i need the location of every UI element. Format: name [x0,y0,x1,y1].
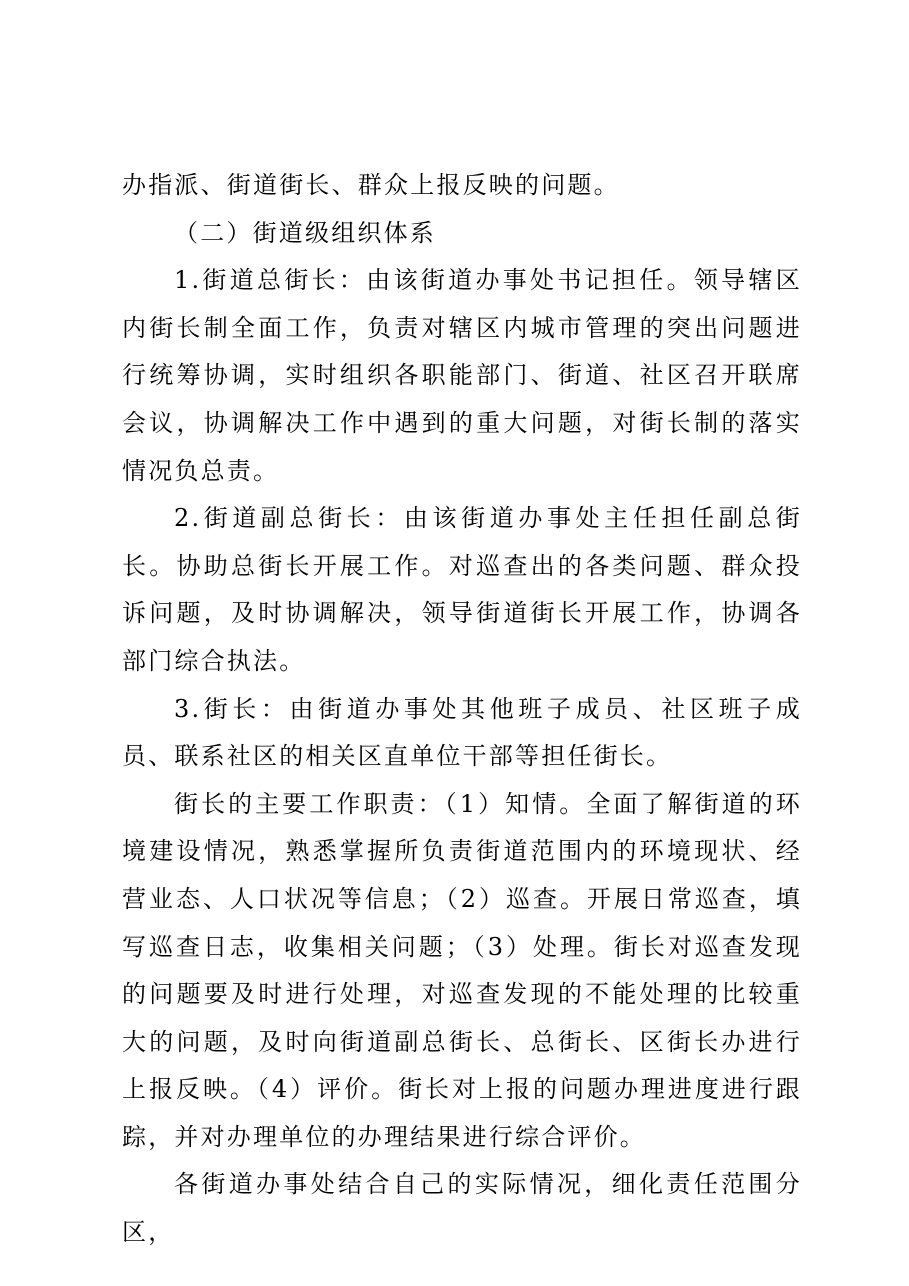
paragraph-street-head: 3.街长：由街道办事处其他班子成员、社区班子成员、联系社区的相关区直单位干部等担任街长。 [122,694,802,771]
section-heading: （二）街道级组织体系 [174,218,436,247]
paragraph-street-head-duties: 街长的主要工作职责：（1）知情。全面了解街道的环境建设情况，熟悉掌握所负责街道范围内的环境现状、经营业态、人口状况等信息；（2）巡查。开展日常巡查，填写巡查日志，收集相关问题；（3）处理。街长对巡查发现的问题要及时进行处理，对巡查发现的不能处理的比较重大的问题，及时向街道副总街长、总街长、区街长办进行上报反映。（4）评价。街长对上报的问题办理进度进行跟踪，并对办理单位的办理结果进行综合评价。 [122,789,802,1151]
paragraph-street-offices: 各街道办事处结合自己的实际情况，细化责任范围分区， [122,1170,802,1247]
paragraph-chief-street-head: 1.街道总街长：由该街道办事处书记担任。领导辖区内街长制全面工作，负责对辖区内城市管理的突出问题进行统筹协调，实时组织各职能部门、街道、社区召开联席会议，协调解决工作中遇到的重大问题，对街长制的落实情况负总责。 [122,266,802,485]
document-body [122,162,802,1257]
paragraph-deputy-chief-street-head: 2.街道副总街长：由该街道办事处主任担任副总街长。协助总街长开展工作。对巡查出的各类问题、群众投诉问题，及时协调解决，领导街道街长开展工作，协调各部门综合执法。 [122,504,802,675]
continuation-paragraph: 办指派、街道街长、群众上报反映的问题。 [122,171,620,199]
